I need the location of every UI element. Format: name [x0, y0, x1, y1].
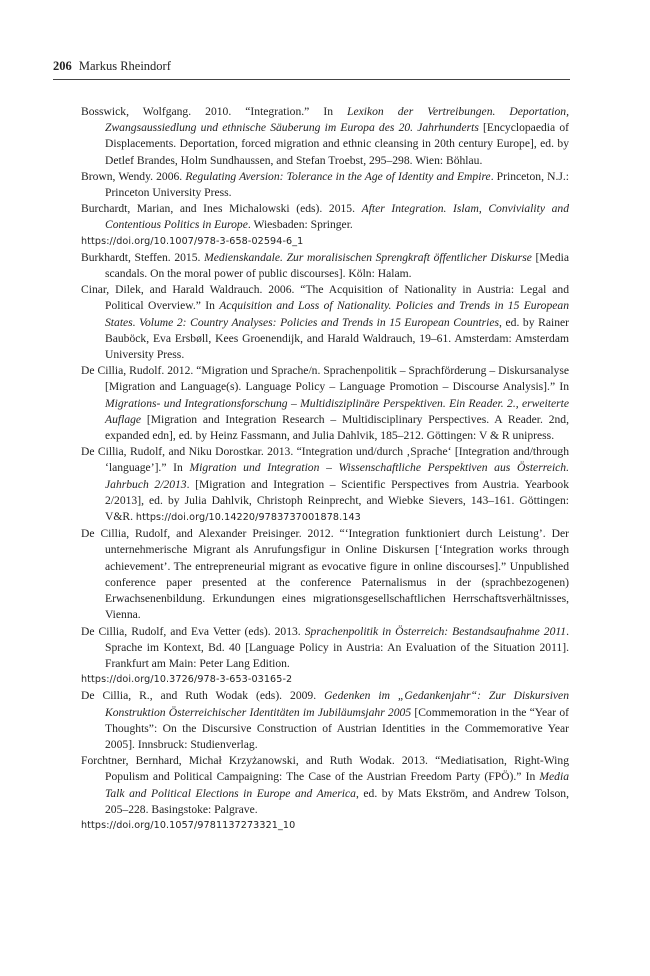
header-rule	[53, 79, 570, 80]
reference-entry	[81, 753, 569, 834]
reference-text: Cinar, Dilek, and Harald Waldrauch. 2006. “The Acquisition of Nationality in Austria: Legal and Political Overview.” In	[81, 283, 569, 313]
reference-title: Migrations- und Integrationsforschung – Multidisziplinäre Perspektiven. Ein Reader. 2., erweiterte Auflage	[105, 396, 569, 426]
reference-title: Medienskandale. Zur moralisischen Sprengkraft öffentlicher Diskurse	[204, 250, 532, 264]
reference-entry	[81, 624, 569, 689]
reference-title: Acquisition and Loss of Nationality. Policies and Trends in 15 European States. Volume 2: Country Analyses: Policies and Trends in 15 European Countries	[105, 299, 570, 329]
reference-text: , ed. by Rainer Bauböck, Eva Ersbøll, Kees Groenendijk, and Harald Waldrauch, 19–61. Amsterdam: Amsterdam University Press.	[105, 315, 569, 362]
reference-title: Regulating Aversion: Tolerance in the Age of Identity and Empire	[185, 169, 491, 183]
reference-text: Bosswick, Wolfgang. 2010. “Integration.” In	[81, 105, 348, 118]
reference-title: Migration und Integration – Wissenschaftliche Perspektiven aus Österreich. Jahrbuch 2/2013	[105, 461, 570, 491]
reference-text: De Cillia, Rudolf. 2012. “Migration und Sprache/n. Sprachenpolitik – Sprachförderung – Diskursanalyse [Migration and Language(s). Language Policy – Language Promotion – Discourse Analysis].” In	[81, 364, 569, 394]
reference-entry	[81, 201, 569, 250]
reference-entry	[81, 169, 569, 201]
reference-text: Forchtner, Bernhard, Michał Krzyżanowski, and Ruth Wodak. 2013. “Mediatisation, Right-Wing Populism and Political Campaigning: The Case of the Austrian Freedom Party (FPÖ).” In	[81, 754, 569, 784]
reference-list	[81, 104, 569, 834]
reference-entry	[81, 363, 569, 444]
reference-text: . [Migration and Integration – Scientific Perspectives from Austria. Yearbook 2/2013], ed. by Julia Dahlvik, Christoph Reinprecht, and Wiebke Sievers, 143–161. Göttingen: V&R.	[105, 477, 569, 524]
doi-link[interactable]: https://doi.org/10.1057/9781137273321_10	[81, 819, 296, 831]
reference-text: [Migration and Integration Research – Multidisciplinary Perspectives. A Reader. 2nd, expanded edn], ed. by Heinz Fassmann, and Julia Dahlvik, 185–212. Göttingen: V & R unipress.	[105, 412, 569, 443]
reference-text: Burchardt, Marian, and Ines Michalowski (eds). 2015.	[81, 202, 362, 216]
reference-text: Brown, Wendy. 2006.	[81, 169, 186, 183]
reference-text: . Sprache im Kontext, Bd. 40 [Language Policy in Austria: An Evaluation of the Situation 2011]. Frankfurt am Main: Peter Lang Edition.	[105, 624, 569, 670]
running-header	[53, 57, 570, 75]
reference-text: Burkhardt, Steffen. 2015.	[81, 250, 205, 264]
reference-entry	[81, 444, 569, 526]
reference-text: De Cillia, Rudolf, and Alexander Preisinger. 2012. “‘Integration funktioniert durch Leistung’. Der unternehmerische Migrant als Anrufungsfigur in Online Diskursen [‘Integration works through achievement’. The entrepreneurial migrant as evocative figure in online discourses].” Unpublished conference paper presented at the conference Paternalismus in der (sprachbezogenen) Erwachsenenbildung. Erkundungen eines migrationsgesellschaftlichen Herrschaftsverhältnisses, Vienna.	[81, 527, 569, 622]
doi-link[interactable]: https://doi.org/10.3726/978-3-653-03165-2	[81, 674, 293, 686]
reference-entry	[81, 688, 569, 753]
reference-entry	[81, 104, 569, 169]
reference-title: Gedenken im „Gedankenjahr“: Zur Diskursiven Konstruktion Österreichischer Identitäten im Jubiläumsjahr 2005	[105, 689, 569, 719]
reference-text: De Cillia, Rudolf, and Niku Dorostkar. 2013. “Integration und/durch ‚Sprache‘ [Integration and/through ‘language’].” In	[81, 445, 569, 475]
reference-entry	[81, 526, 569, 623]
reference-text: , ed. by Mats Ekström, and Andrew Tolson, 205–228. Basingstoke: Palgrave.	[105, 786, 569, 816]
reference-entry	[81, 250, 569, 282]
page-number: 206	[53, 59, 72, 73]
running-head-author: Markus Rheindorf	[78, 59, 171, 73]
reference-text: De Cillia, R., and Ruth Wodak (eds). 2009.	[81, 689, 325, 703]
reference-text: [Commemoration in the “Year of Thoughts”: On the Discursive Construction of Austrian Identities in the Commemorative Year 2005]. Innsbruck: Studienverlag.	[105, 705, 569, 751]
reference-title: After Integration. Islam, Conviviality and Contentious Politics in Europe	[105, 202, 569, 232]
doi-link[interactable]: https://doi.org/10.14220/9783737001878.143	[135, 512, 361, 524]
reference-text: . Princeton, N.J.: Princeton University Press.	[105, 169, 569, 200]
reference-title: Media Talk and Political Elections in Europe and America	[105, 770, 569, 800]
reference-entry	[81, 282, 569, 363]
reference-text: [Encyclopaedia of Displacements. Deportation, forced migration and ethnic cleansing in 20th century Europe], ed. by Detlef Brandes, Holm Sundhaussen, and Stefan Troebst, 295–298. Wien: Böhlau.	[105, 121, 569, 167]
reference-text: . Wiesbaden: Springer.	[247, 218, 353, 232]
reference-text: [Media scandals. On the moral power of public discourses]. Köln: Halam.	[105, 250, 569, 281]
reference-text: De Cillia, Rudolf, and Eva Vetter (eds). 2013.	[81, 624, 305, 638]
reference-title: Sprachenpolitik in Österreich: Bestandsaufnahme 2011	[304, 624, 567, 638]
reference-title: Lexikon der Vertreibungen. Deportation, Zwangsaussiedlung und ethnische Säuberung im Europa des 20. Jahrhunderts	[105, 105, 569, 135]
doi-link[interactable]: https://doi.org/10.1007/978-3-658-02594-6_1	[81, 235, 304, 247]
